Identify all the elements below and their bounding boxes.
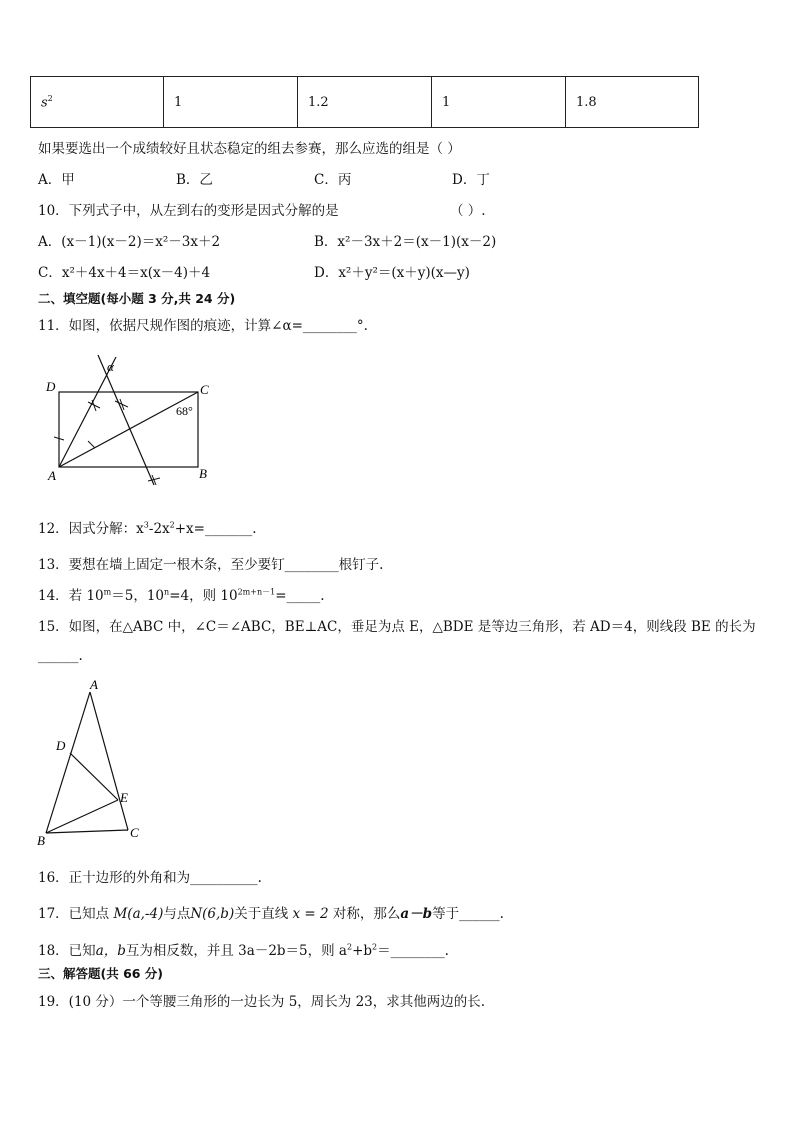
point-m: M(a,-4) xyxy=(113,906,164,922)
question-15-text: 15．如图，在△ABC 中，∠C＝∠ABC，BE⊥AC，垂足为点 E，△BDE 是等边三角形，若 AD＝4，则线段 BE 的长为 xyxy=(38,619,756,635)
label-a: A xyxy=(48,468,56,483)
table-cell: 1.8 xyxy=(566,77,699,128)
q10-option-b: B．x²－3x＋2＝(x－1)(x－2) xyxy=(314,234,497,250)
q14-sup: m xyxy=(103,587,112,597)
question-10-text: 10．下列式子中，从左到右的变形是因式分解的是 xyxy=(38,203,339,219)
q17-prefix: 17．已知点 xyxy=(38,906,114,922)
side-bc xyxy=(46,830,128,833)
label-68: 68° xyxy=(176,404,193,418)
label-c: C xyxy=(130,825,139,840)
label-alpha: α xyxy=(107,359,114,374)
label-d: D xyxy=(56,738,66,753)
q14-prefix: 14．若 10 xyxy=(38,588,104,604)
section-2-heading: 二、填空题(每小题 3 分,共 24 分) xyxy=(38,291,236,306)
q12-sup: 3 xyxy=(143,520,149,530)
figure-rectangle xyxy=(40,345,230,495)
arc-mark xyxy=(88,441,95,448)
question-14-text xyxy=(38,584,325,604)
q17-suffix: 等于______. xyxy=(432,906,504,922)
label-b: B xyxy=(199,466,207,481)
question-18-text xyxy=(38,939,449,959)
point-n: N(6,b) xyxy=(190,906,235,922)
q12-sup: 2 xyxy=(169,520,175,530)
q12-mid: -2x xyxy=(148,521,170,537)
line-equation: x = 2 xyxy=(292,906,329,922)
q10-option-a: A．(x－1)(x－2)＝x²－3x＋2 xyxy=(38,234,221,250)
option-d: D．丁 xyxy=(452,172,490,188)
q12-suffix: +x=_______. xyxy=(174,521,257,537)
q12-prefix: 12．因式分解：x xyxy=(38,521,144,537)
q14-mid: ＝5，10 xyxy=(111,588,165,604)
side-ac xyxy=(90,692,128,830)
variance-sup: 2 xyxy=(47,93,53,103)
section-3-heading: 三、解答题(共 66 分) xyxy=(38,966,164,981)
label-a: A xyxy=(90,677,98,692)
label-c: C xyxy=(200,382,209,397)
q14-suffix: =_____. xyxy=(275,588,325,604)
q18-sup: 2 xyxy=(346,942,353,952)
table-cell: 1 xyxy=(164,77,298,128)
option-c: C．丙 xyxy=(314,172,352,188)
q17-mid: 关于直线 xyxy=(234,906,289,922)
question-15-blank: ______. xyxy=(38,648,83,664)
option-a: A．甲 xyxy=(38,172,75,188)
question-17-text xyxy=(38,902,504,922)
q17-mid: 与点 xyxy=(163,906,191,922)
q14-mid: =4，则 10 xyxy=(169,588,238,604)
expression-a-minus-b: a－b xyxy=(400,906,433,922)
question-19-text: 19．(10 分）一个等腰三角形的一边长为 5，周长为 23，求其他两边的长. xyxy=(38,994,486,1010)
option-b: B．乙 xyxy=(176,172,213,188)
variance-symbol: s xyxy=(41,95,48,111)
question-12-text xyxy=(38,517,257,537)
q18-suffix: ＝________. xyxy=(377,943,449,959)
variance-table xyxy=(30,76,699,128)
q14-sup: 2m+n－1 xyxy=(237,587,276,597)
q18-vars: a，b xyxy=(95,943,126,959)
table-cell: 1.2 xyxy=(298,77,432,128)
question-13-text: 13．要想在墙上固定一根木条，至少要钉________根钉子. xyxy=(38,557,384,573)
question-10-paren: （ ）. xyxy=(450,203,486,219)
q17-mid: 对称，那么 xyxy=(332,906,401,922)
q18-mid: 互为相反数，并且 3a－2b＝5，则 a xyxy=(125,943,347,959)
figure-triangle xyxy=(34,675,149,850)
question-select-text: 如果要选出一个成绩较好且状态稳定的组去参赛，那么应选的组是（ ） xyxy=(38,141,461,157)
q10-option-c: C．x²＋4x＋4＝x(x－4)＋4 xyxy=(38,265,211,281)
segment-de xyxy=(70,753,118,800)
q18-prefix: 18．已知 xyxy=(38,943,96,959)
table-cell: 1 xyxy=(432,77,566,128)
label-b: B xyxy=(37,833,45,848)
segment-be xyxy=(46,800,118,833)
question-11-text: 11．如图，依据尺规作图的痕迹，计算∠α=________°. xyxy=(38,318,368,334)
label-e: E xyxy=(120,790,128,805)
q18-mid: +b xyxy=(352,943,373,959)
table-label-cell xyxy=(31,77,164,128)
side-ab xyxy=(46,692,90,833)
label-d: D xyxy=(46,379,56,394)
q10-option-d: D．x²＋y²＝(x＋y)(x—y) xyxy=(314,265,470,281)
q14-sup: n xyxy=(164,587,170,597)
question-16-text: 16．正十边形的外角和为__________. xyxy=(38,870,262,886)
q18-sup: 2 xyxy=(372,942,378,952)
